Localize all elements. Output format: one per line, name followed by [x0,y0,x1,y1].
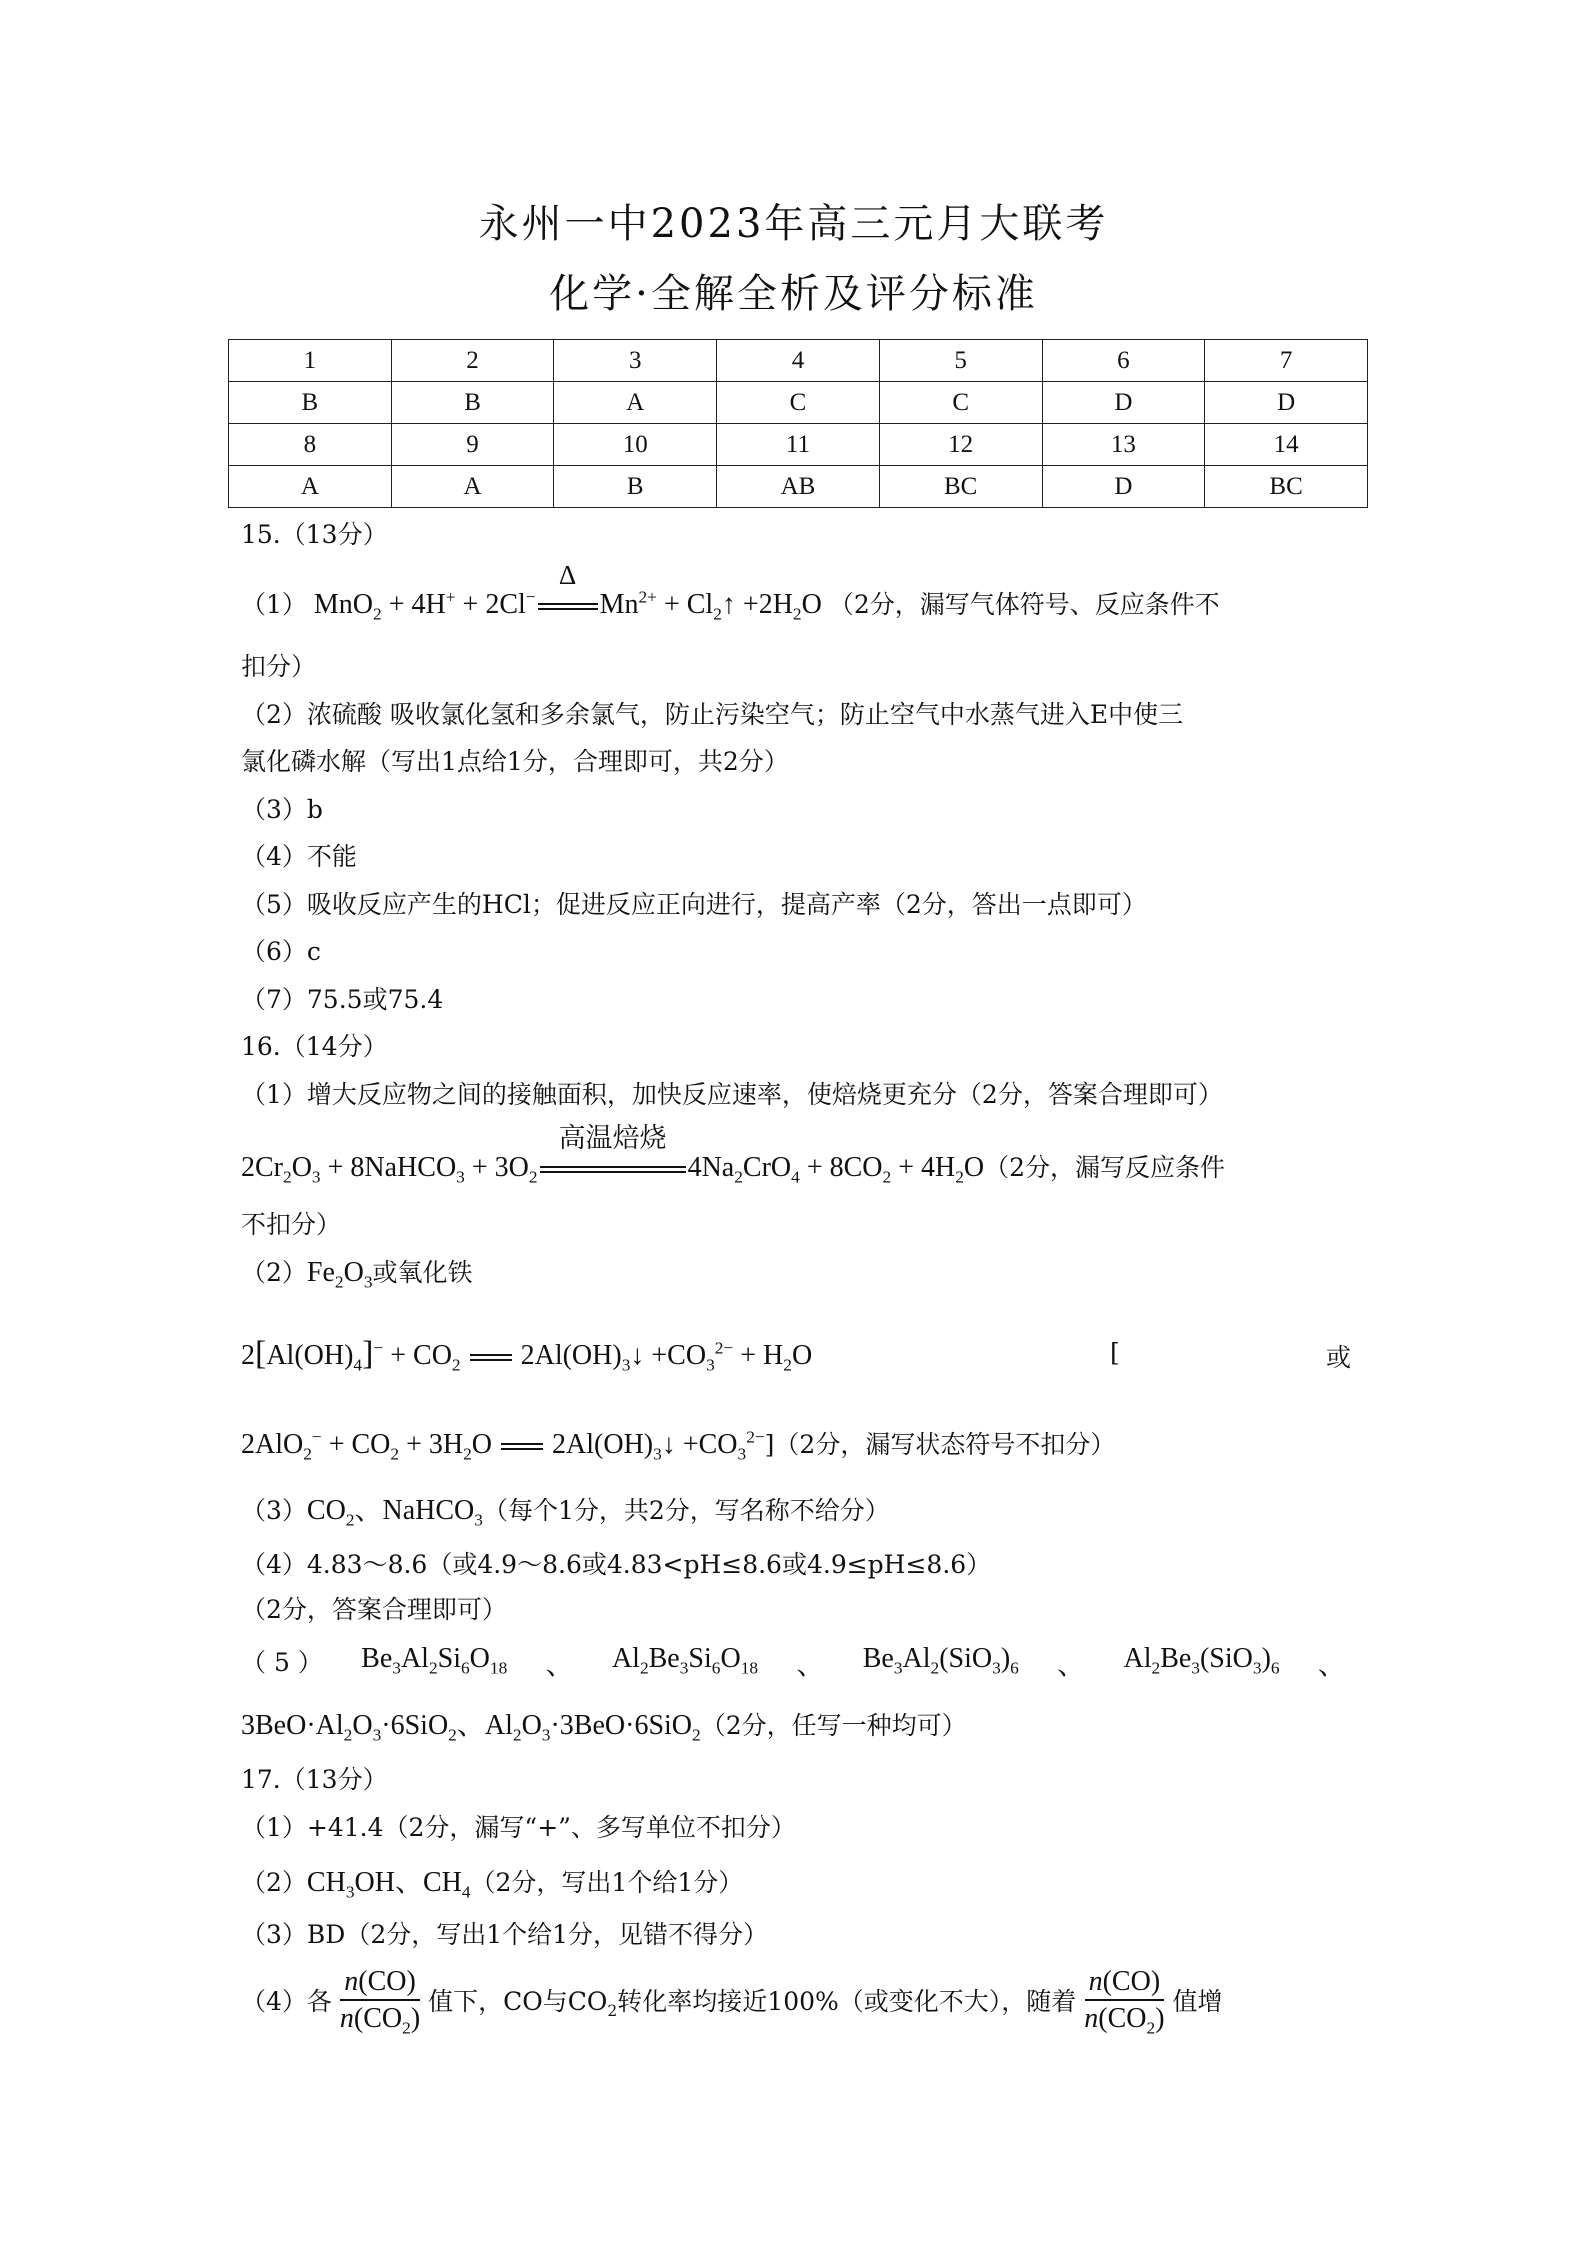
question-number-cell: 6 [1042,340,1205,382]
answer-cell: B [391,382,554,424]
q16-part4: （4）4.83～8.6（或4.9～8.6或4.83<pH≤8.6或4.9≤pH≤8.6） [241,1550,992,1579]
q17-part3: （3）BD（2分，写出1个给1分，见错不得分） [241,1920,769,1949]
ratio-fraction-1: $\frac{n(CO)}{n(CO_2)}$ [339,1966,421,2038]
answer-cell: A [554,382,717,424]
q15-eq-arrow [536,560,600,621]
q16-eq2-or: 或 [1326,1343,1352,1372]
q16-eq1-arrow [538,1123,688,1184]
q16-eq1-left: $2Cr_2O_3$ + 8NaHCO$_3$ + $3O_2$ [241,1152,538,1187]
q17-heading: 17.（13分） [241,1765,388,1794]
question-number-cell: 3 [554,340,717,382]
q15-part2b: 氯化磷水解（写出1点给1分，合理即可，共2分） [241,747,789,776]
page-title: 永州一中2023年高三元月大联考 [478,201,1109,247]
q16-eq3-note: ]（2分，漏写状态符号不扣分） [764,1430,1116,1459]
q16-heading: 16.（14分） [241,1032,388,1061]
q16-eq1 [241,1123,1226,1187]
q16-part2 [241,1253,473,1292]
answer-cell: A [391,466,554,508]
q15-part5: （5）吸收反应产生的HCl；促进反应正向进行，提高产率（2分，答出一点即可） [241,890,1147,919]
q16-eq1-note: （2分，漏写反应条件 [984,1153,1226,1182]
answer-cell: C [879,382,1042,424]
q16-part3: $(3)CO_2$、NaHCO$_3$（每个1分，共2分，写名称不给分） [241,1495,890,1530]
answer-cell: B [554,466,717,508]
question-number-cell: 2 [391,340,554,382]
question-number-cell: 11 [717,424,880,466]
q16-part5a: （ 5 ） $Be_3Al_2Si_6O_{18}$ 、 $Al_2Be_3Si_6O_{18}$ 、 $Be_3Al_2(SiO_3)_6$ 、 $Al_2Be_3(SiO_3)_6$ 、 [241,1643,1346,1681]
q16-eq2-formula: $2[Al(OH)_4]^- + CO_2$ $2Al(OH)_3↓ +CO_3^{2-} + H_2O$ [241,1335,813,1375]
answer-cell: D [1205,382,1368,424]
answer-cell: D [1042,382,1205,424]
answer-cell: C [717,382,880,424]
page-subtitle: 化学·全解全析及评分标准 [549,271,1038,317]
q15-part4: （4）不能 [241,842,357,871]
question-number-cell: 9 [391,424,554,466]
q17-p4-end: 值增 [1172,1987,1223,2016]
q16-eq1-right: $4Na_2CrO_4 + 8CO_2 + 4H_2O$ [687,1152,985,1187]
q17-p4-label: （4）各 [241,1987,332,2016]
q16-eq3 [241,1425,1116,1464]
question-number-cell: 8 [229,424,392,466]
q16-part1: （1）增大反应物之间的接触面积，加快反应速率，使焙烧更充分（2分，答案合理即可） [241,1080,1223,1109]
q15-part7: （7）75.5或75.4 [241,985,444,1014]
q15-p1-note2: 扣分） [241,652,317,681]
question-number-cell: 10 [554,424,717,466]
q15-eq-left: MnO$_2$ + 4H+ + 2Cl− [313,587,536,624]
answer-table [228,339,1368,508]
answer-row [229,382,1368,424]
q15-part1 [241,560,1220,624]
question-number-cell: 7 [1205,340,1368,382]
q16-eq3-formula: $2AlO_2^- + CO_2 + 3H_2O$ $2Al(OH)_3↓ +CO_3^{2-}$ [241,1427,765,1464]
answer-cell: BC [879,466,1042,508]
q15-part3: （3）b [241,795,323,824]
ratio-fraction-2: $\frac{n(CO)}{n(CO_2)}$ [1084,1966,1165,2038]
question-number-cell: 5 [879,340,1042,382]
q16-eq2-bracket: [ [1110,1338,1120,1367]
q16-eq2 [241,1335,812,1373]
answer-cell: B [229,382,392,424]
q16-eq1-condition: 高温焙烧 [558,1123,667,1154]
answer-cell: BC [1205,466,1368,508]
q17-p4-mid: 值下，CO与$CO_2$转化率均接近100%（或变化不大），随着 [428,1987,1077,2020]
answer-row [229,466,1368,508]
q17-part2: $(2)CH_3OH$、$CH_4(2$分，写出1个给1分） [241,1867,744,1902]
question-number-row [229,424,1368,466]
question-number-cell: 12 [879,424,1042,466]
q15-eq-right: $Mn^{2+}$ + $Cl_2↑ +2H_2O$ [599,587,822,624]
answer-cell: A [229,466,392,508]
q15-part6: （6）c [241,937,321,966]
q16-eq1-note2: 不扣分） [241,1210,342,1239]
q16-p2-label: （2） [241,1258,307,1287]
q15-p1-note: （2分，漏写气体符号、反应条件不 [828,590,1220,619]
q15-heading: 15.（13分） [241,520,388,549]
q17-part1: （1）+41.4（2分，漏写“+”、多写单位不扣分） [241,1813,796,1842]
question-number-cell: 4 [717,340,880,382]
q15-part2a: （2）浓硫酸 吸收氯化氢和多余氯气，防止污染空气；防止空气中水蒸气进入E中使三 [241,700,1184,729]
q17-part4 [241,1964,1223,2036]
answer-cell: D [1042,466,1205,508]
q16-part4b: （2分，答案合理即可） [241,1595,507,1624]
question-number-cell: 13 [1042,424,1205,466]
q15-p1-label: （1） [241,590,307,619]
q16-p2-text: $Fe_2O_3$ [306,1257,373,1292]
question-number-row [229,340,1368,382]
q15-eq-condition: Δ [558,560,577,590]
q16-p2-suffix: 或氧化铁 [372,1258,473,1287]
answer-cell: AB [717,466,880,508]
question-number-cell: 14 [1205,424,1368,466]
question-number-cell: 1 [229,340,392,382]
q16-part5b: $3BeO\cdot Al_2O_3\cdot 6SiO_2$、$Al_2O_3\cdot 3BeO\cdot 6SiO_2(2$分，任写一种均可） [241,1710,967,1745]
